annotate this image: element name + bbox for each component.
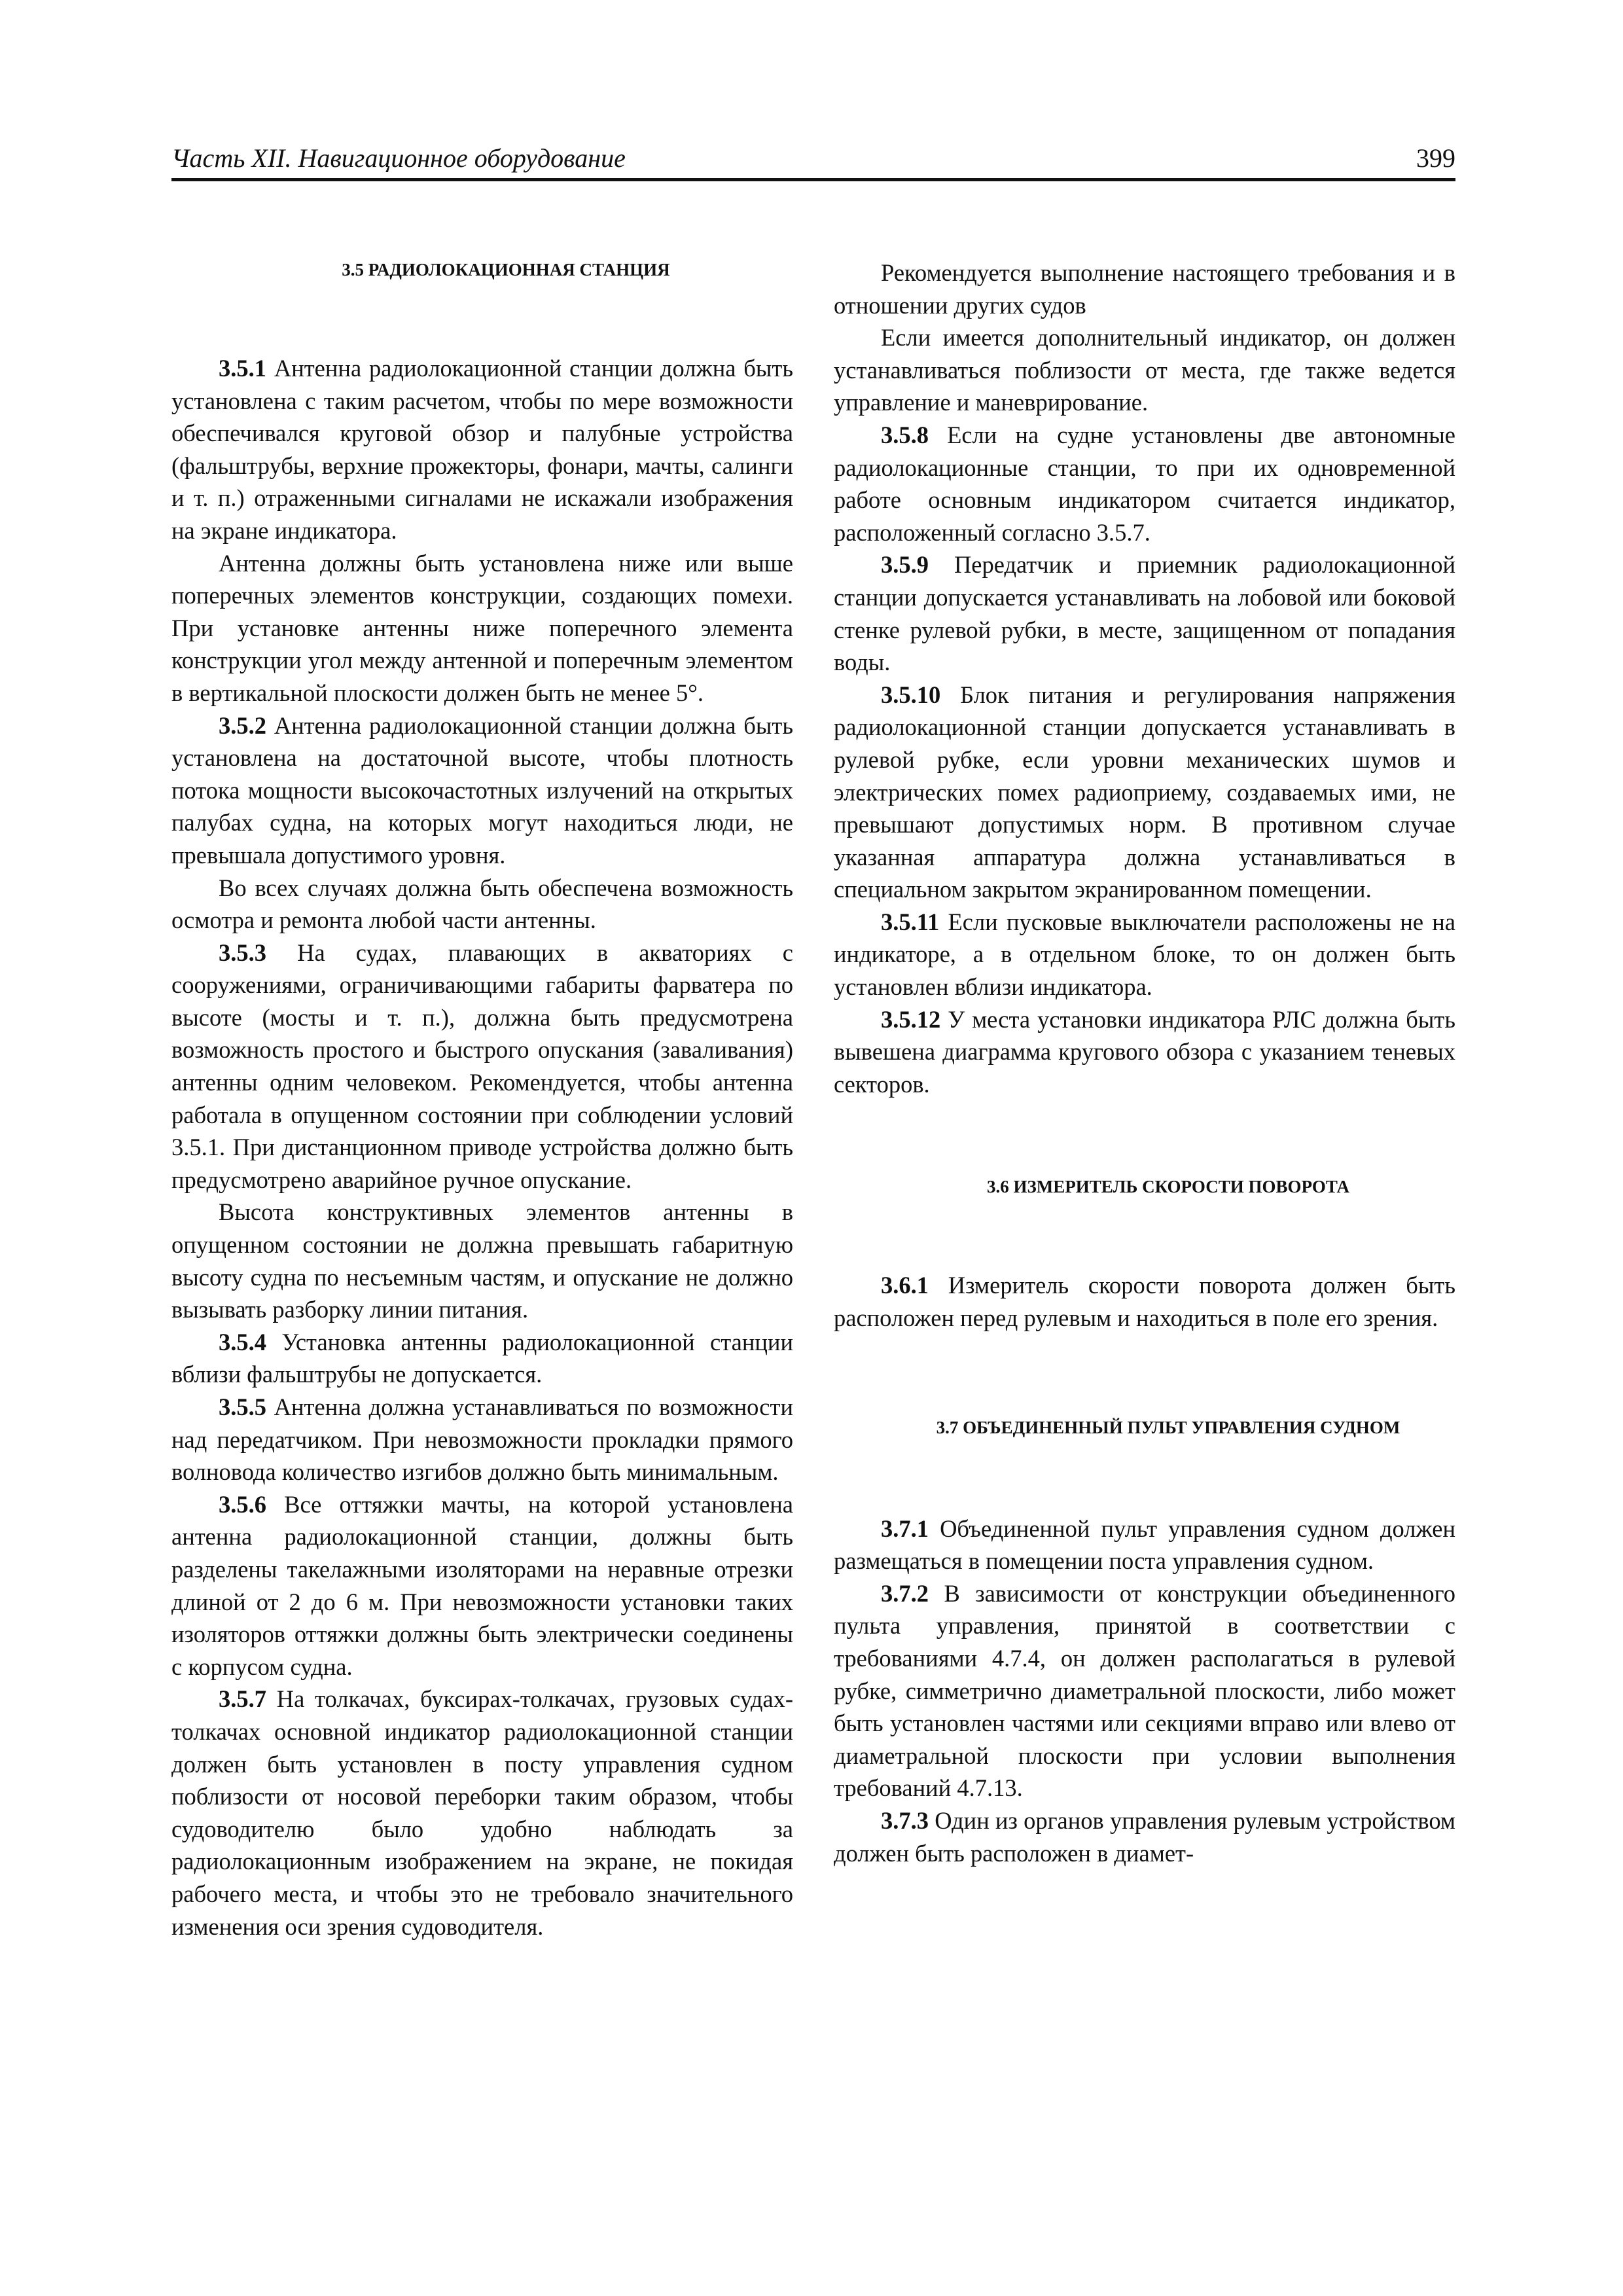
paragraph-3-5-2-continued: Во всех случаях должна быть обеспечена возможность осмотра и ремонта любой части антенны.	[171, 874, 793, 934]
clause-number: 3.5.7	[219, 1685, 266, 1713]
running-header	[171, 141, 1455, 181]
paragraph-3-7-2	[834, 1577, 1455, 1804]
paragraph-text: Объединенной пульт управления судном должен размещаться в помещении поста управления судном.	[834, 1515, 1455, 1575]
paragraph-3-5-10	[834, 679, 1455, 906]
paragraph-text: Измеритель скорости поворота должен быть расположен перед рулевым и находиться в поле его зрения.	[834, 1272, 1455, 1332]
paragraph-3-5-3	[171, 937, 793, 1196]
section-heading-3-6: 3.6 ИЗМЕРИТЕЛЬ СКОРОСТИ ПОВОРОТА	[987, 1177, 1349, 1197]
running-title: Часть XII. Навигационное оборудование	[171, 143, 626, 173]
clause-number: 3.5.3	[219, 939, 266, 966]
paragraph-3-5-3-continued: Высота конструктивных элементов антенны в опущенном состоянии не должна превышать габаритную высоту судна по несъемным частям, и опускание не должно вызывать разборку линии питания.	[171, 1198, 793, 1323]
clause-number: 3.7.3	[881, 1806, 929, 1834]
paragraph-3-5-4	[171, 1326, 793, 1391]
paragraph-text: Если на судне установлены две автономные радиолокационные станции, то при их одновременной работе основным индикатором считается индикатор, расположенный согласно 3.5.7.	[834, 421, 1455, 546]
clause-number: 3.5.12	[881, 1005, 941, 1033]
paragraph-text: На судах, плавающих в акваториях с сооружениями, ограничивающими габариты фарватера по высоте (мосты и т. п.), должна быть предусмотрена возможность простого и быстрого опускания (заваливания) антенны одним человеком. Рекомендуется, чтобы антенна работала в опущенном состоянии при соблюдении условий 3.5.1. При дистанционном приводе устройства должно быть предусмотрено аварийное ручное опускание.	[171, 939, 793, 1193]
clause-number: 3.5.4	[219, 1328, 266, 1355]
paragraph-3-5-1	[171, 352, 793, 547]
paragraph-3-7-1	[834, 1513, 1455, 1577]
clause-number: 3.5.11	[881, 908, 940, 935]
paragraph-3-7-3	[834, 1804, 1455, 1869]
clause-number: 3.5.6	[219, 1490, 266, 1518]
clause-number: 3.7.2	[881, 1579, 929, 1607]
paragraph-3-5-7-recommendation: Рекомендуется выполнение настоящего требования и в отношении других судов	[834, 259, 1455, 319]
paragraph-text: Антенна радиолокационной станции должна быть установлена на достаточной высоте, чтобы плотность потока мощности высокочастотных излучений на открытых палубах судна, на которых могут находиться люди, не превышала допустимого уровня.	[171, 711, 793, 869]
paragraph-text: Все оттяжки мачты, на которой установлена антенна радиолокационной станции, должны быть разделены такелажными изоляторами на неравные отрезки длиной от 2 до 6 м. При невозможности установки таких изоляторов оттяжки должны быть электрически соединены с корпусом судна.	[171, 1490, 793, 1680]
clause-number: 3.6.1	[881, 1272, 929, 1299]
paragraph-text: В зависимости от конструкции объединенного пульта управления, принятой в соответствии с требованиями 4.7.4, он должен располагаться в рулевой рубке, симметрично диаметральной плоскости, либо может быть установлен частями или секциями вправо или влево от диаметральной плоскости при условии выполнения требований 4.7.13.	[834, 1579, 1455, 1802]
paragraph-3-5-11	[834, 906, 1455, 1003]
paragraph-text: Один из органов управления рулевым устройством должен быть расположен в диамет-	[834, 1806, 1455, 1867]
paragraph-text: Антенна радиолокационной станции должна быть установлена с таким расчетом, чтобы по мере возможности обеспечивался круговой обзор и палубные устройства (фальштрубы, верхние прожекторы, фонари, мачты, салинги и т. п.) отраженными сигналами не искажали изображения на экране индикатора.	[171, 355, 793, 544]
paragraph-3-5-1-continued: Антенна должны быть установлена ниже или выше поперечных элементов конструкции, создающих помехи. При установке антенны ниже поперечного элемента конструкции угол между антенной и поперечным элементом в вертикальной плоскости должен быть не менее 5°.	[171, 549, 793, 706]
paragraph-text: Антенна должна устанавливаться по возможности над передатчиком. При невозможности прокладки прямого волновода количество изгибов должно быть минимальным.	[171, 1393, 793, 1486]
right-column	[834, 257, 1455, 1869]
clause-number: 3.5.10	[881, 681, 941, 708]
paragraph-3-6-1	[834, 1269, 1455, 1334]
clause-number: 3.5.5	[219, 1393, 266, 1420]
paragraph-3-5-2	[171, 709, 793, 872]
clause-number: 3.5.2	[219, 711, 266, 739]
paragraph-text: У места установки индикатора РЛС должна быть вывешена диаграмма кругового обзора с указанием теневых секторов.	[834, 1005, 1455, 1098]
left-column	[171, 257, 793, 1943]
clause-number: 3.5.1	[219, 355, 266, 382]
paragraph-3-5-9	[834, 548, 1455, 678]
paragraph-text: Установка антенны радиолокационной станции вблизи фальштрубы не допускается.	[171, 1328, 793, 1388]
paragraph-text: Передатчик и приемник радиолокационной станции допускается устанавливать на лобовой или боковой стенке рулевой рубки, в месте, защищенном от попадания воды.	[834, 551, 1455, 676]
clause-number: 3.7.1	[881, 1515, 929, 1542]
paragraph-3-5-6	[171, 1488, 793, 1683]
paragraph-3-5-8	[834, 419, 1455, 548]
paragraph-3-5-7	[171, 1683, 793, 1943]
paragraph-3-5-12	[834, 1003, 1455, 1101]
page-number: 399	[1416, 143, 1455, 173]
clause-number: 3.5.9	[881, 551, 929, 579]
paragraph-3-5-7-additional-indicator: Если имеется дополнительный индикатор, он должен устанавливаться поблизости от места, где также ведется управление и маневрирование.	[834, 324, 1455, 416]
paragraph-text: На толкачах, буксирах-толкачах, грузовых судах-толкачах основной индикатор радиолокационной станции должен быть установлен в посту управления судном поблизости от носовой переборки таким образом, чтобы судоводителю было удобно наблюдать за радиолокационным изображением на экране, не покидая рабочего места, и чтобы это не требовало значительного изменения оси зрения судоводителя.	[171, 1685, 793, 1940]
paragraph-3-5-5	[171, 1391, 793, 1488]
section-heading-3-5: 3.5 РАДИОЛОКАЦИОННАЯ СТАНЦИЯ	[342, 260, 670, 279]
paragraph-text: Блок питания и регулирования напряжения радиолокационной станции допускается устанавливать в рулевой рубке, если уровни механических шумов и электрических помех радиоприему, создаваемых ими, не превышают допустимых норм. В противном случае указанная аппаратура должна устанавливаться в специальном закрытом экранированном помещении.	[834, 681, 1455, 903]
section-heading-3-7: 3.7 ОБЪЕДИНЕННЫЙ ПУЛЬТ УПРАВЛЕНИЯ СУДНОМ	[936, 1417, 1400, 1437]
clause-number: 3.5.8	[881, 421, 929, 448]
paragraph-text: Если пусковые выключатели расположены не на индикаторе, а в отдельном блоке, то он должен быть установлен вблизи индикатора.	[834, 908, 1455, 1001]
